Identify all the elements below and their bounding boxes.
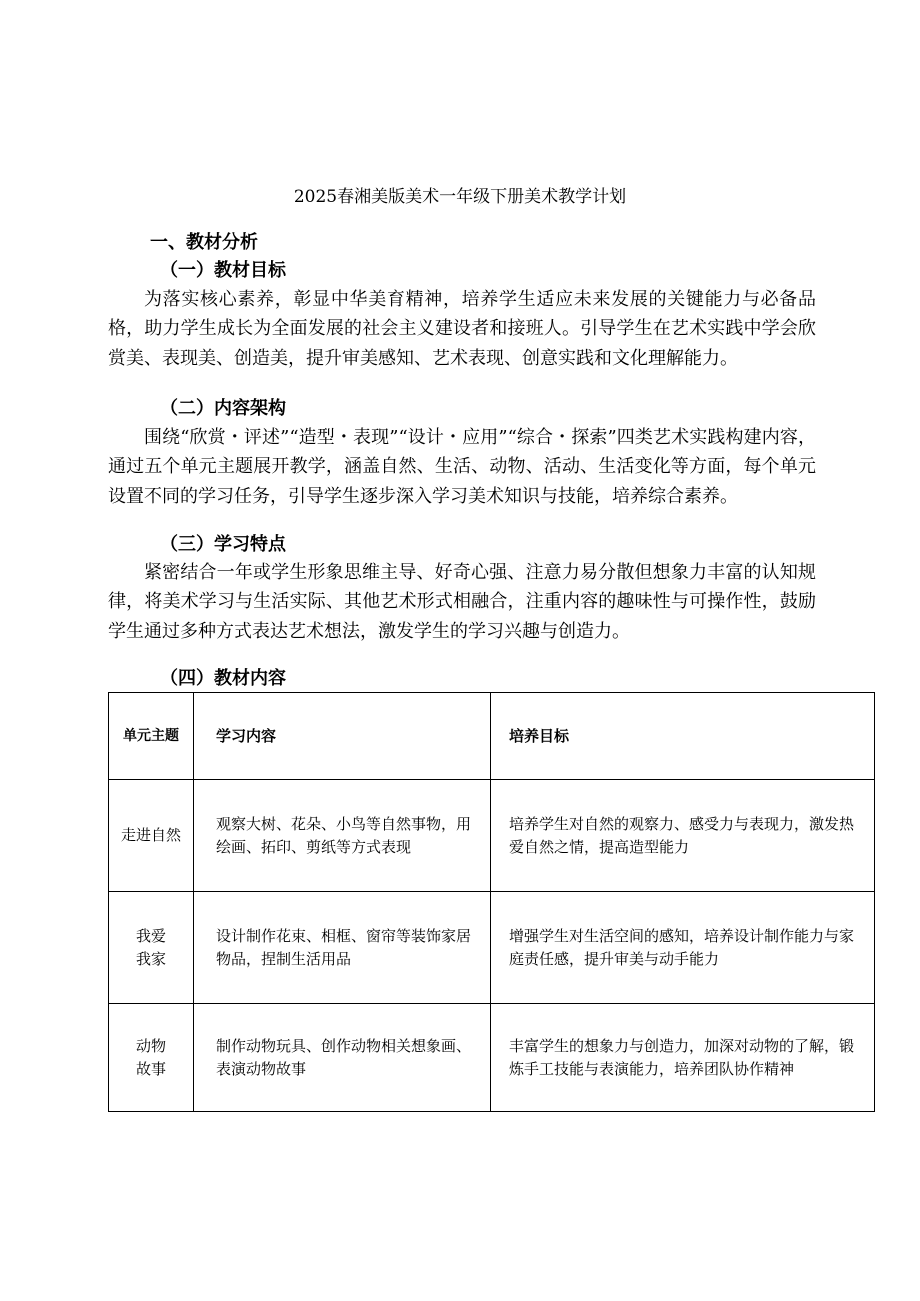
table-row bbox=[109, 1004, 875, 1112]
cell-unit: 我爱我家 bbox=[109, 892, 194, 1004]
document-title: 2025春湘美版美术一年级下册美术教学计划 bbox=[293, 187, 627, 207]
cell-content: 制作动物玩具、创作动物相关想象画、表演动物故事 bbox=[194, 1004, 491, 1112]
subheading-goals: （一）教材目标 bbox=[160, 260, 286, 281]
header-content: 学习内容 bbox=[194, 693, 491, 780]
cell-unit: 动物故事 bbox=[109, 1004, 194, 1112]
cell-content: 观察大树、花朵、小鸟等自然事物，用绘画、拓印、剪纸等方式表现 bbox=[194, 780, 491, 892]
cell-goal: 丰富学生的想象力与创造力，加深对动物的了解，锻炼手工技能与表演能力，培养团队协作精神 bbox=[491, 1004, 875, 1112]
paragraph-learning-features: 紧密结合一年或学生形象思维主导、好奇心强、注意力易分散但想象力丰富的认知规律，将美术学习与生活实际、其他艺术形式相融合，注重内容的趣味性与可操作性，鼓励学生通过多种方式表达艺术想法，激发学生的学习兴趣与创造力。 bbox=[108, 562, 816, 642]
header-unit: 单元主题 bbox=[109, 693, 194, 780]
cell-content: 设计制作花束、相框、窗帘等装饰家居物品，捏制生活用品 bbox=[194, 892, 491, 1004]
cell-goal: 培养学生对自然的观察力、感受力与表现力，激发热爱自然之情，提高造型能力 bbox=[491, 780, 875, 892]
paragraph-goals: 为落实核心素养，彰显中华美育精神，培养学生适应未来发展的关键能力与必备品格，助力学生成长为全面发展的社会主义建设者和接班人。引导学生在艺术实践中学会欣赏美、表现美、创造美，提升审美感知、艺术表现、创意实践和文化理解能力。 bbox=[108, 289, 816, 369]
subheading-textbook-content: （四）教材内容 bbox=[160, 668, 286, 689]
content-table bbox=[108, 692, 875, 1112]
table-row bbox=[109, 892, 875, 1004]
subheading-structure: （二）内容架构 bbox=[160, 398, 286, 419]
cell-goal: 增强学生对生活空间的感知，培养设计制作能力与家庭责任感，提升审美与动手能力 bbox=[491, 892, 875, 1004]
subheading-learning-features: （三）学习特点 bbox=[160, 534, 286, 555]
header-goal: 培养目标 bbox=[491, 693, 875, 780]
section-heading-analysis: 一、教材分析 bbox=[150, 232, 258, 253]
paragraph-structure: 围绕“欣赏・评述”“造型・表现”“设计・应用”“综合・探索”四类艺术实践构建内容，通过五个单元主题展开教学，涵盖自然、生活、动物、活动、生活变化等方面，每个单元设置不同的学习任务，引导学生逐步深入学习美术知识与技能，培养综合素养。 bbox=[108, 427, 816, 507]
cell-unit: 走进自然 bbox=[109, 780, 194, 892]
table-row bbox=[109, 780, 875, 892]
table-header-row bbox=[109, 693, 875, 780]
